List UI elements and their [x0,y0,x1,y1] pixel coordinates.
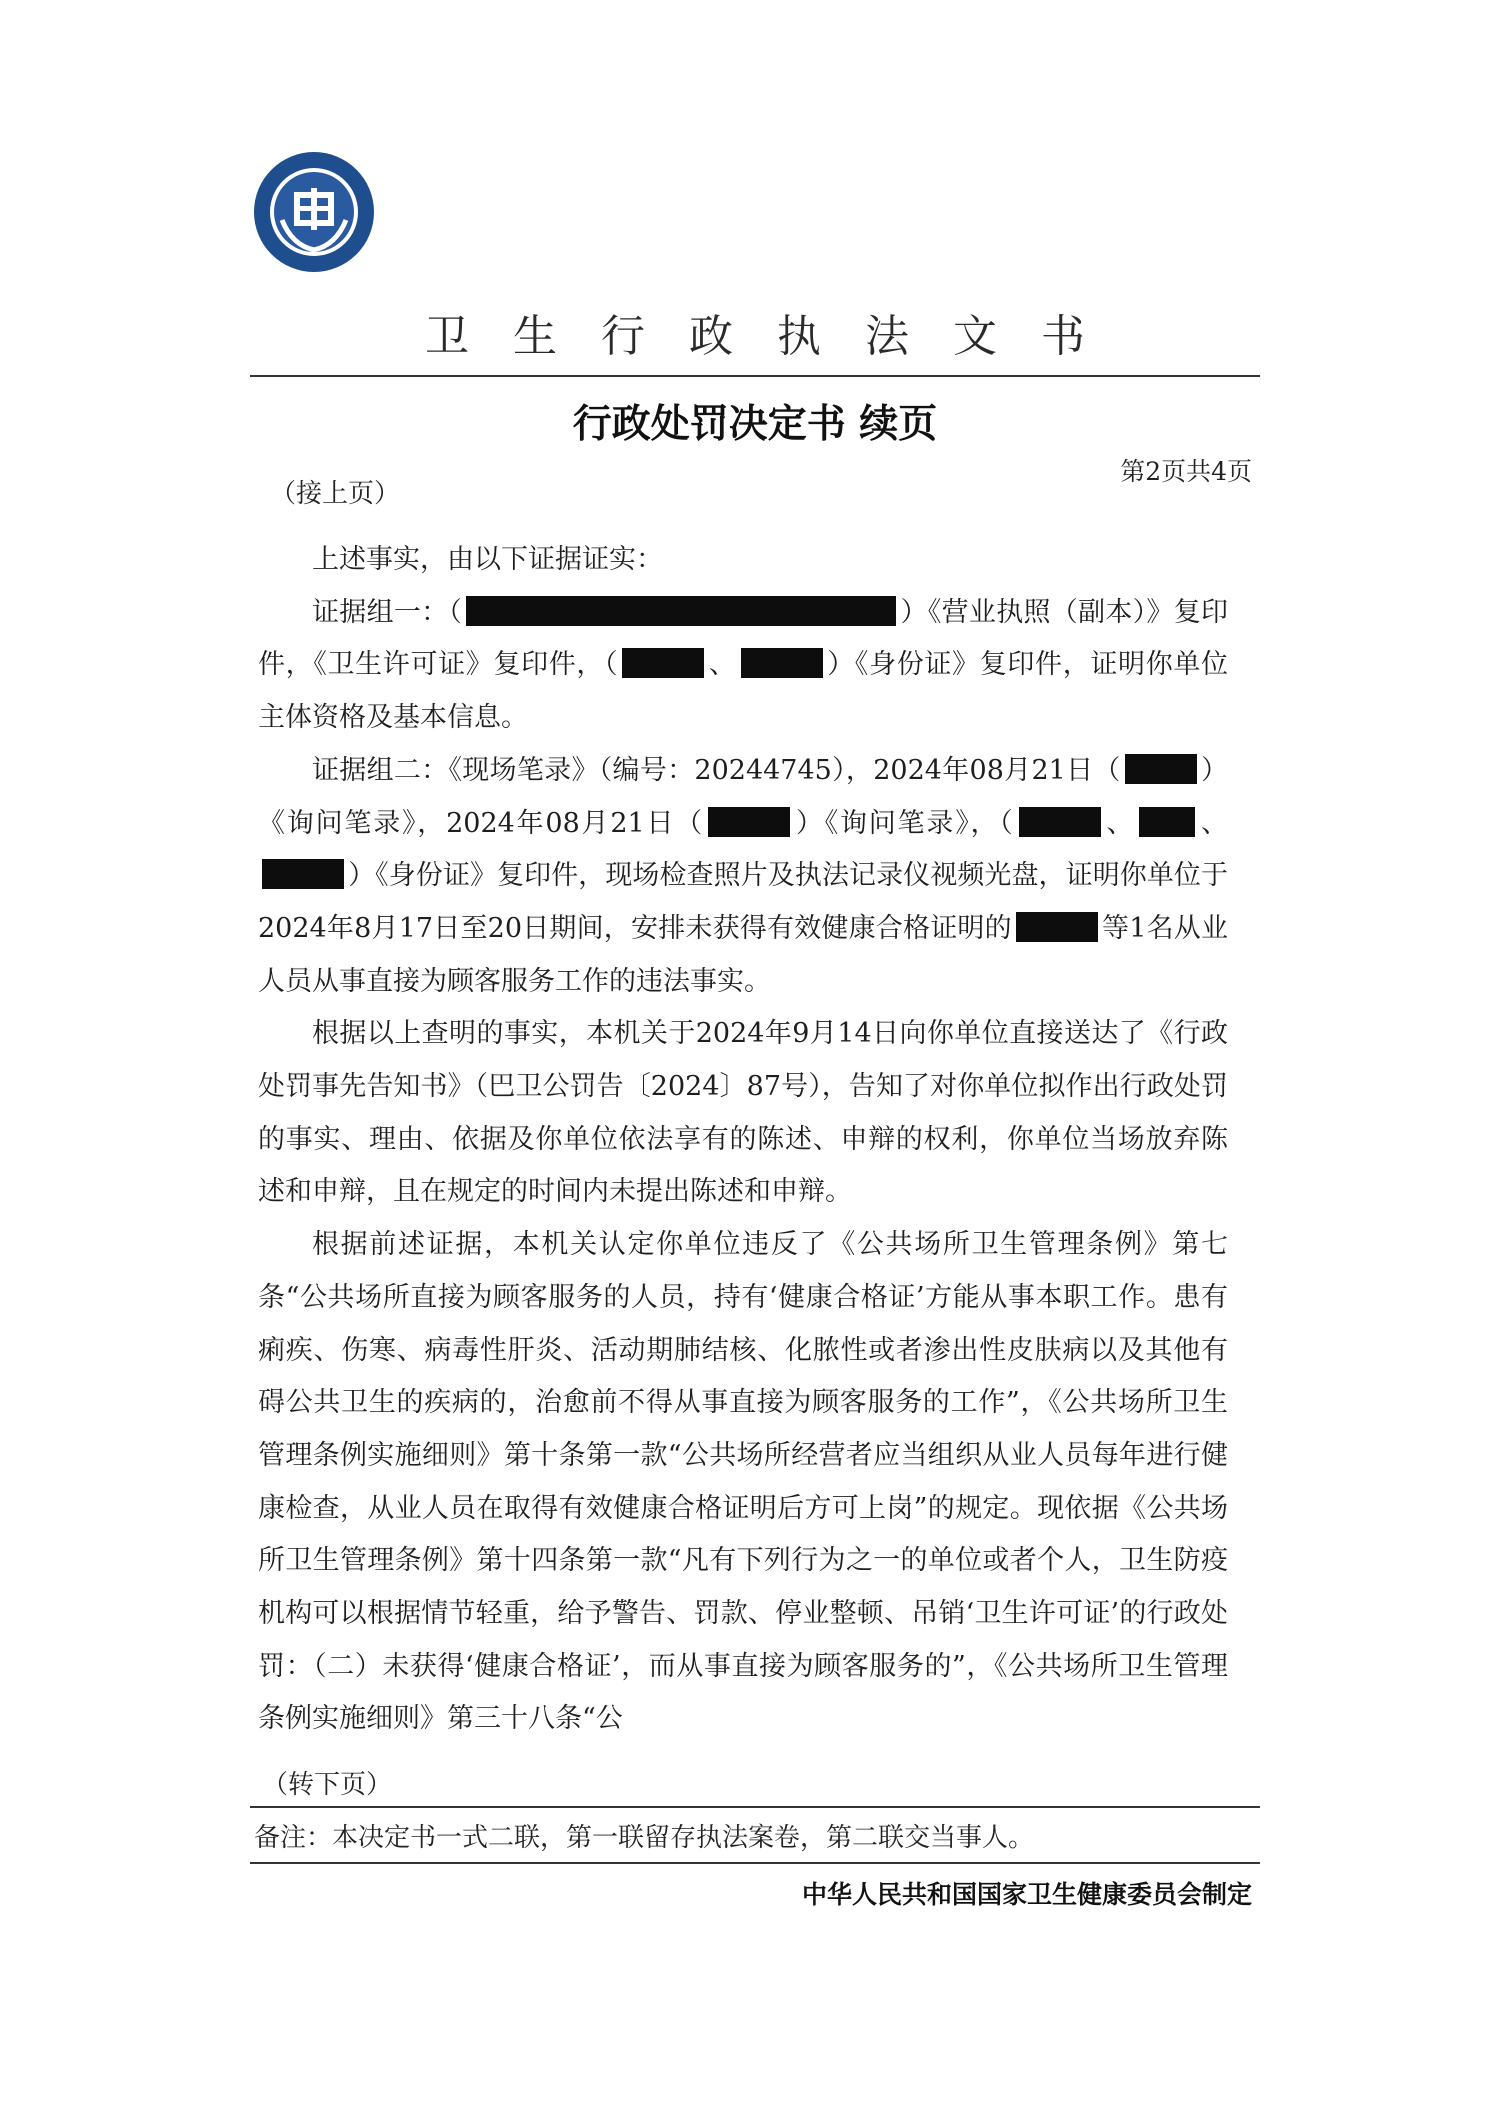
header-rule [250,375,1260,377]
redaction-block [1016,912,1098,942]
health-emblem-icon [252,150,376,274]
redaction-block [741,648,823,678]
continued-to-label: （转下页） [262,1770,393,1800]
redaction-block [1019,807,1101,837]
continued-from-label: （接上页） [270,479,401,509]
remark-text: 备注：本决定书一式二联，第一联留存执法案卷，第二联交当事人。 [254,1823,1035,1853]
paragraph-evidence-group-2: 证据组二：《现场笔录》（编号：20244745），2024年08月21日（ ）《询问笔录》，2024年08月21日（ ）《询问笔录》，（ 、 、）《身份证》复印件，现场检查照片及执法记录仪视频光盘，证明你单位于2024年8月17日至20日期间，安排未获得有效健康合格证明的 等1名从业人员从事直接为顾客服务工作的违法事实。 [258,754,1229,997]
paragraph-intro: 上述事实，由以下证据证实： [312,544,663,575]
redaction-block [262,859,344,889]
redaction-block [1125,754,1197,784]
paragraph-evidence-group-1: 证据组一：（ ）《营业执照（副本）》复印件，《卫生许可证》复印件，（ 、 ）《身份证》复印件，证明你单位主体资格及基本信息。 [258,596,1229,734]
redaction-block [708,807,790,837]
remark-top-rule [250,1806,1260,1808]
remark-bottom-rule [250,1862,1260,1864]
redaction-block [1139,807,1195,837]
paragraph-prior-notice: 根据以上查明的事实，本机关于2024年9月14日向你单位直接送达了《行政处罚事先告知书》（巴卫公罚告〔2024〕87号），告知了对你单位拟作出行政处罚的事实、理由、依据及你单位依法享有的陈述、申辩的权利，你单位当场放弃陈述和申辩，且在规定的时间内未提出陈述和申辩。 [258,1018,1228,1208]
document-body [258,534,1228,1746]
page-indicator: 第2页共4页 [1120,457,1252,486]
paragraph-legal-basis: 根据前述证据，本机关认定你单位违反了《公共场所卫生管理条例》第七条“公共场所直接为顾客服务的人员，持有‘健康合格证’方能从事本职工作。患有痢疾、伤寒、病毒性肝炎、活动期肺结核、化脓性或者渗出性皮肤病以及其他有碍公共卫生的疾病的，治愈前不得从事直接为顾客服务的工作”，《公共场所卫生管理条例实施细则》第十条第一款“公共场所经营者应当组织从业人员每年进行健康检查，从业人员在取得有效健康合格证明后方可上岗”的规定。现依据《公共场所卫生管理条例》第十四条第一款“凡有下列行为之一的单位或者个人，卫生防疫机构可以根据情节轻重，给予警告、罚款、停业整顿、吊销‘卫生许可证’的行政处罚：（二）未获得‘健康合格证’，而从事直接为顾客服务的”，《公共场所卫生管理条例实施细则》第三十八条“公 [258,1229,1228,1735]
issuer-footer: 中华人民共和国国家卫生健康委员会制定 [801,1880,1252,1909]
document-category: 卫生行政执法文书 [425,311,1129,362]
redaction-block [622,648,704,678]
document-title: 行政处罚决定书 续页 [572,402,938,447]
redaction-block [466,596,896,626]
